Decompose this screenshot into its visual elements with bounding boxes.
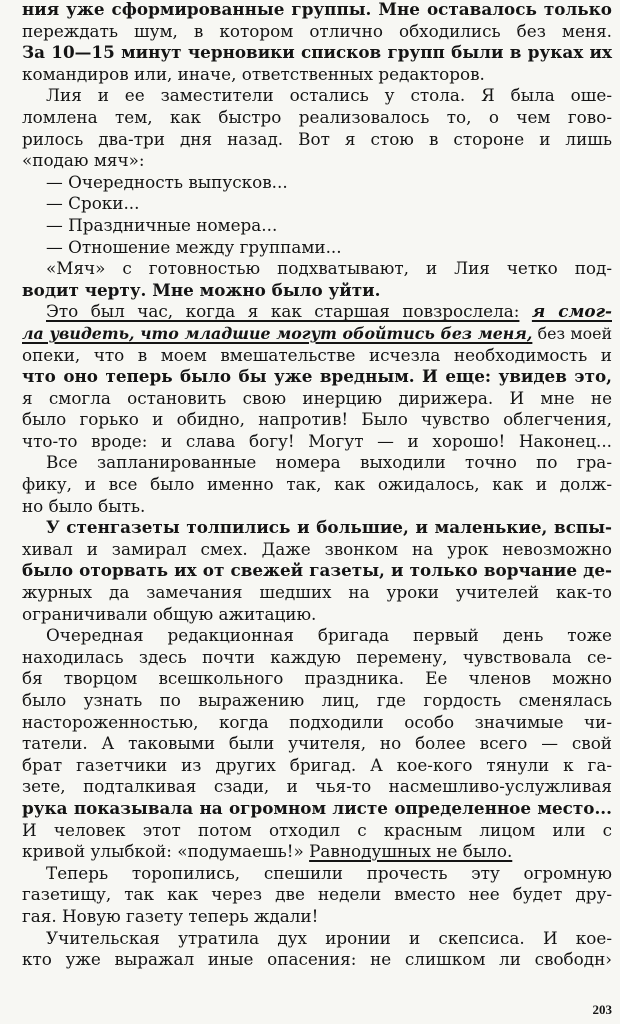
text-line: ограничивали общую ажитацию. [22,603,317,624]
text-line: — Праздничные номера... [46,214,278,235]
text-line: журных да замечания шедших на уроки учителей как-то [22,582,612,603]
page-number: 203 [592,1002,612,1017]
underlined-italic-phrase: я смог- [531,301,612,322]
text-line: газетищу, так как через две недели вместо нее будет дру- [22,884,612,905]
text-fragment: кривой улыбкой: «подумаешь!» [22,841,304,862]
text-line: хивал и замирал смех. Даже звонком на урок невозможно [22,538,612,559]
text-line: было оторвать их от свежей газеты, и только ворчание де- [22,560,612,581]
text-line: что-то вроде: и слава богу! Могут — и хорошо! Наконец... [22,430,612,451]
text-line: я смогла остановить свою инерцию дирижера. И мне не [22,387,612,408]
text-line: что оно теперь было бы уже вредным. И еще: увидев это, [22,366,612,387]
text-line: — Отношение между группами... [46,236,342,257]
text-line: находилась здесь почти каждую перемену, чувствовала се- [22,646,612,667]
text-line: переждать шум, в котором отлично обходились без меня. [22,20,612,41]
text-line: зете, подталкивая сзади, и чья-то насмешливо-услужливая [22,776,612,797]
text-line: «Мяч» с готовностью подхватывают, и Лия четко под- [46,258,612,279]
text-line: опеки, что в моем вмешательстве исчезла необходимость и [22,344,612,365]
text-line: кто уже выражал иные опасения: не слишком ли свободн› [22,949,612,970]
text-line: рука показывала на огромном листе определенное место... [22,797,612,818]
text-line: Теперь торопились, спешили прочесть эту огромную [46,862,612,883]
text-fragment: без моей [537,323,613,343]
underlined-phrase: Это был час, когда я как старшая повзрослела: [46,301,520,322]
text-line: Лия и ее заместители остались у стола. Я была ошe- [46,85,612,106]
text-line-underlined [22,301,612,323]
underlined-italic-phrase: ла увидеть, что младшие могут обойтись без меня, [22,323,533,343]
text-line: — Очередность выпусков... [46,171,288,192]
text-line: настороженностью, когда подходили особо значимые чи- [22,711,612,732]
text-line: — Сроки... [46,193,140,214]
text-line: У стенгазеты толпились и большие, и маленькие, вспы- [46,517,612,538]
text-column [22,0,612,971]
text-line: ния уже сформированные группы. Мне оставалось только [22,0,612,19]
text-line: гая. Новую газету теперь ждали! [22,905,319,926]
text-line: татели. А таковыми были учителя, но более всего — свой [22,733,612,754]
text-line: командиров или, иначе, ответственных редакторов. [22,63,485,84]
text-line-underlined [22,841,612,863]
text-line: ломлена тем, как быстро реализовалось то, о чем гово- [22,106,612,127]
text-line: но было быть. [22,495,146,516]
text-line: «подаю мяч»: [22,150,145,171]
text-line: Учительская утратила дух иронии и скепсиса. И кое- [46,927,612,948]
text-line: водит черту. Мне можно было уйти. [22,279,381,300]
text-line: было узнать по выражению лиц, где гордость сменялась [22,690,612,710]
underlined-phrase: Равнодушных не было. [309,841,513,862]
text-line: бя творцом всешкольного праздника. Ее членов можно [22,668,612,689]
text-line: брат газетчики из других бригад. А кое-кого тянули к га- [22,754,612,775]
text-line: было горько и обидно, напротив! Было чувство облегчения, [22,409,612,430]
text-line: За 10—15 минут черновики списков групп были в руках их [22,42,612,63]
text-line: Очередная редакционная бригада первый день тоже [46,625,612,646]
text-line: фику, и все было именно так, как ожидалось, как и долж- [22,474,612,495]
text-line-underlined [22,323,612,345]
text-line: И человек этот потом отходил с красным лицом или с [22,819,612,840]
text-line: рилось два-три дня назад. Вот я стою в стороне и лишь [22,128,612,149]
text-line: Все запланированные номера выходили точно по гра- [46,452,612,473]
